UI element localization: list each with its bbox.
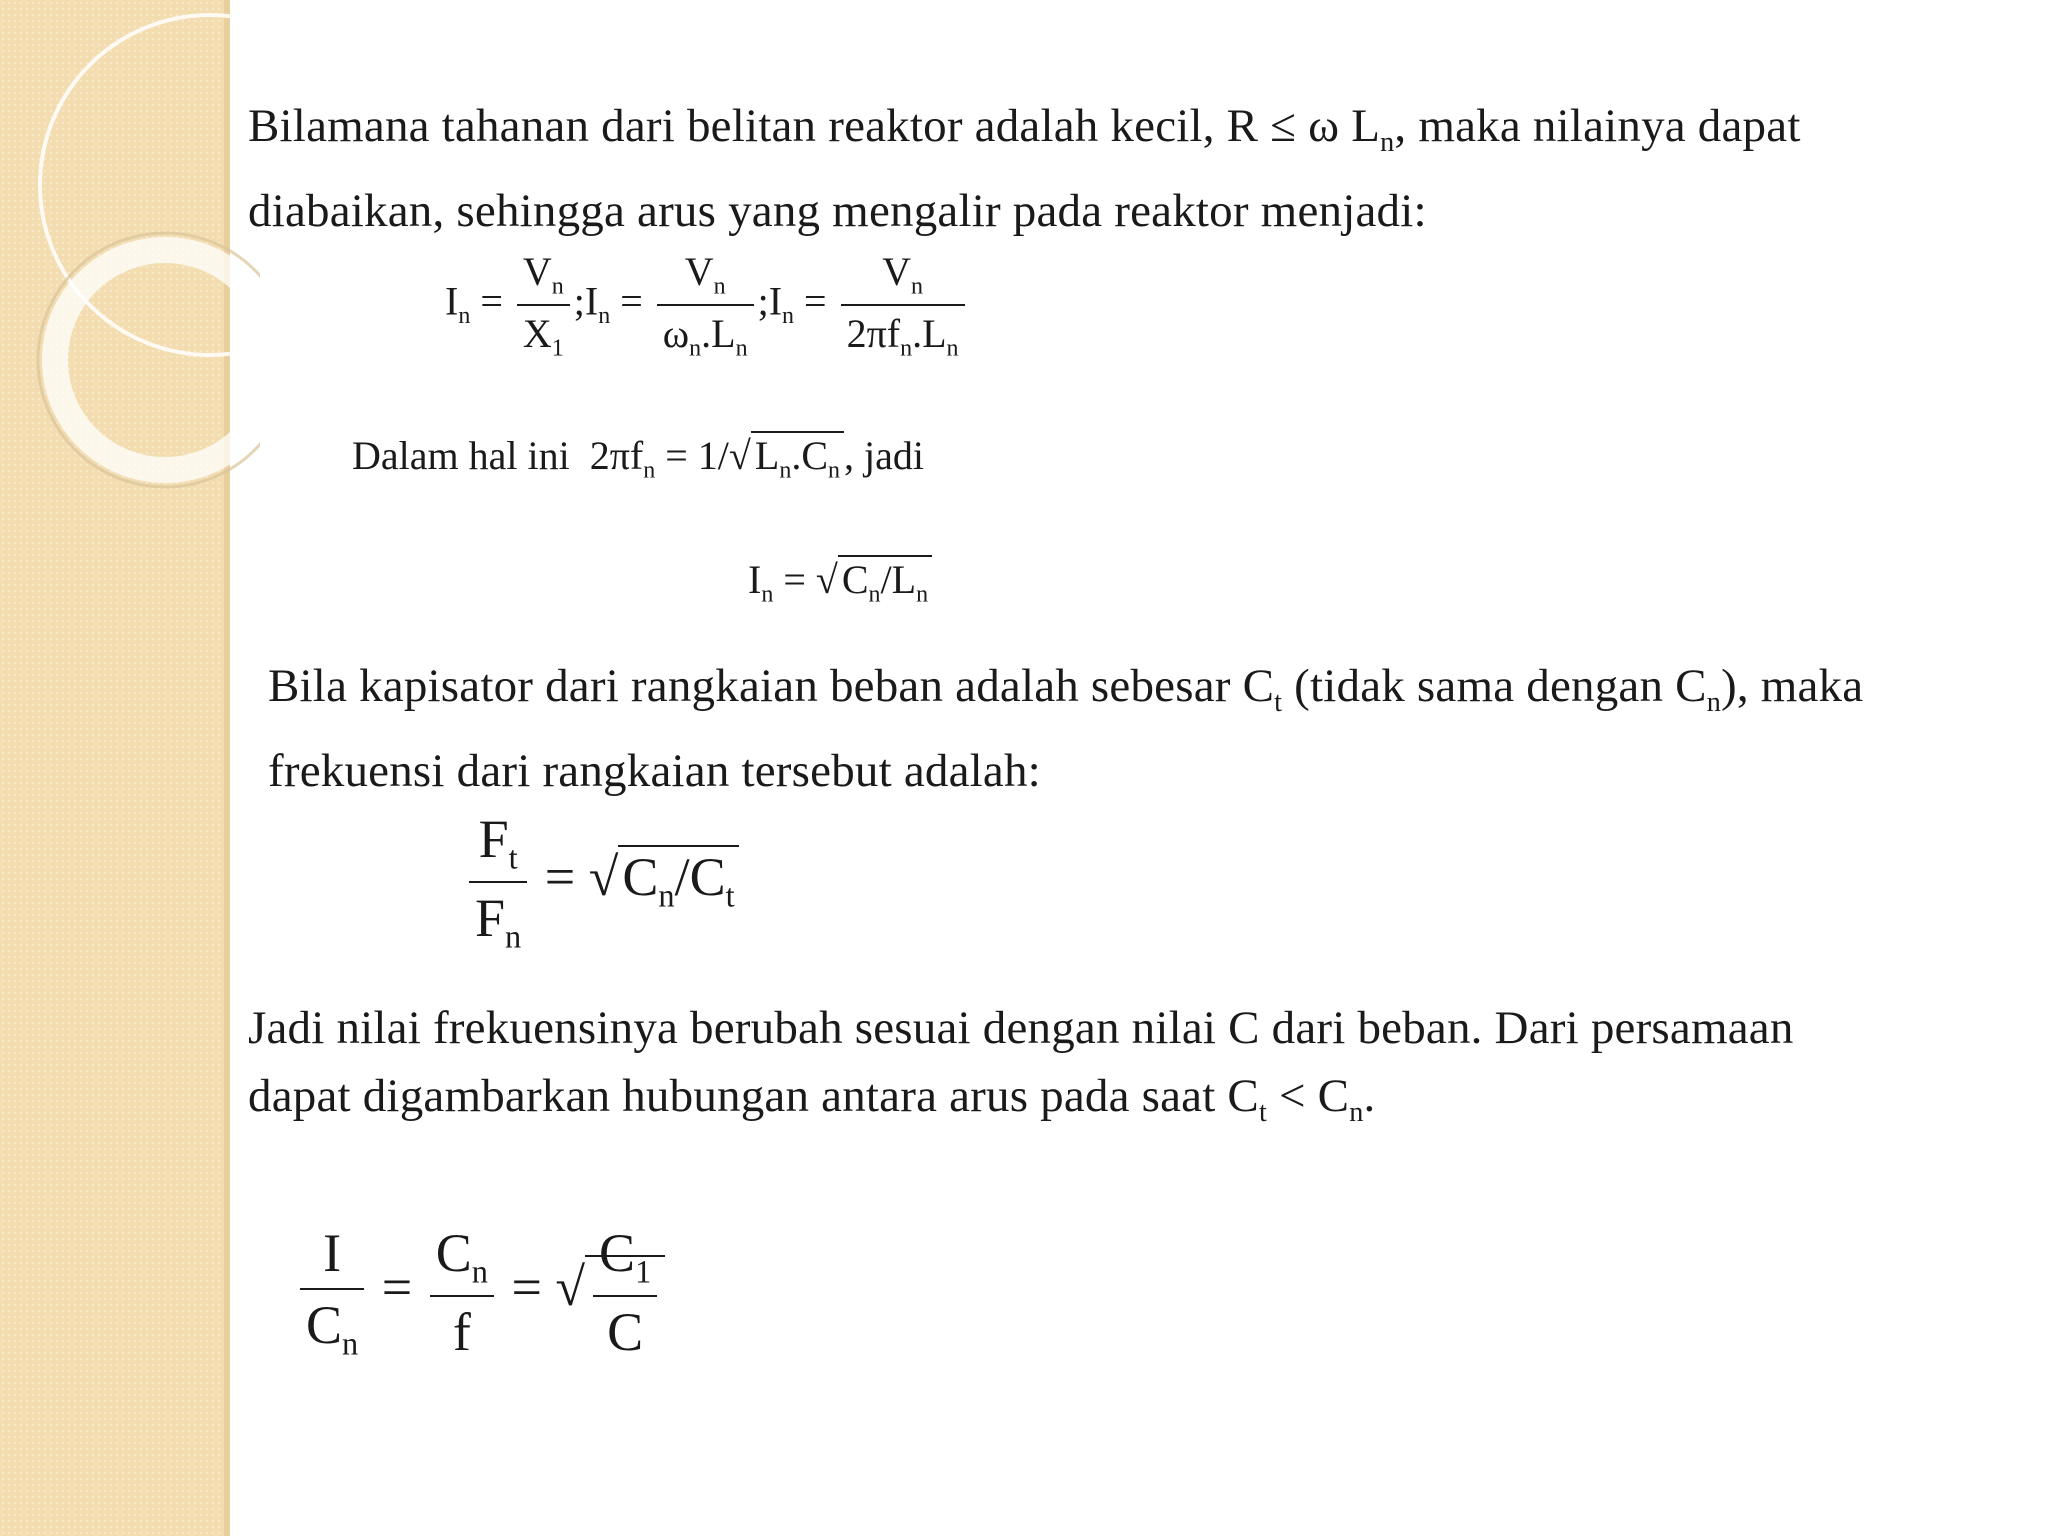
subscript: t bbox=[1258, 1096, 1268, 1128]
subscript: n bbox=[713, 273, 726, 300]
equation-resonance bbox=[352, 432, 924, 484]
slash: / bbox=[674, 846, 690, 907]
subscript: t bbox=[508, 840, 518, 877]
dot: . bbox=[701, 311, 712, 357]
symbol: C bbox=[435, 1223, 472, 1283]
text: . bbox=[1363, 1070, 1376, 1122]
subscript: n bbox=[342, 1326, 359, 1363]
equals: = bbox=[804, 278, 827, 324]
paragraph-line bbox=[248, 92, 2008, 177]
symbol: X bbox=[522, 311, 552, 357]
denominator bbox=[300, 1290, 364, 1363]
subscript: n bbox=[505, 919, 522, 956]
numerator bbox=[517, 248, 570, 306]
subscript: n bbox=[761, 581, 774, 608]
paragraph-line: diabaikan, sehingga arus yang mengalir pada reaktor menjadi: bbox=[248, 184, 1427, 237]
fraction bbox=[300, 1222, 364, 1363]
symbol: C bbox=[599, 1223, 636, 1283]
symbol: C bbox=[622, 846, 659, 907]
symbol: L bbox=[754, 433, 780, 478]
subscript: n bbox=[1380, 126, 1395, 158]
symbol: L bbox=[711, 311, 736, 357]
numerator bbox=[593, 1222, 657, 1297]
subscript: n bbox=[900, 335, 913, 362]
subscript: n bbox=[828, 457, 840, 484]
subscript: n bbox=[946, 335, 959, 362]
subscript: n bbox=[868, 581, 881, 608]
equals: = bbox=[480, 278, 503, 324]
subscript: t bbox=[1274, 686, 1283, 718]
symbol: L bbox=[891, 557, 917, 602]
denominator: C bbox=[607, 1302, 644, 1363]
equation-current-root bbox=[748, 556, 932, 608]
text: Bila kapisator dari rangkaian beban adalah sebesar C bbox=[268, 660, 1275, 712]
equals: = bbox=[783, 557, 806, 602]
subscript: 1 bbox=[635, 1254, 652, 1291]
text: (tidak sama dengan C bbox=[1282, 660, 1707, 712]
subscript: n bbox=[598, 302, 611, 329]
text: Bilamana tahanan dari belitan reaktor adalah kecil, R ≤ ω L bbox=[248, 100, 1381, 152]
text: < C bbox=[1267, 1070, 1350, 1122]
denominator bbox=[657, 306, 754, 362]
symbol: C bbox=[841, 557, 869, 602]
text: ), maka bbox=[1720, 660, 1864, 712]
equals: = bbox=[620, 278, 643, 324]
equals: = bbox=[544, 846, 576, 907]
subscript: n bbox=[1349, 1096, 1364, 1128]
equation-current bbox=[445, 248, 969, 363]
slash: / bbox=[880, 557, 892, 602]
text: , maka nilainya dapat bbox=[1394, 100, 1801, 152]
symbol: ω bbox=[662, 311, 690, 357]
thick-ring bbox=[55, 250, 260, 470]
fraction bbox=[469, 808, 527, 957]
subscript: n bbox=[1706, 686, 1721, 718]
subscript: 1 bbox=[551, 335, 564, 362]
decorative-circles bbox=[0, 0, 260, 520]
subscript: n bbox=[779, 457, 792, 484]
symbol: .C bbox=[791, 433, 828, 478]
text: Dalam hal ini bbox=[352, 433, 570, 478]
denominator bbox=[469, 883, 527, 956]
subscript: n bbox=[658, 878, 675, 915]
subscript: n bbox=[551, 273, 564, 300]
radicand bbox=[618, 845, 738, 915]
symbol: 2πf bbox=[846, 311, 901, 357]
numerator: I bbox=[300, 1222, 364, 1290]
equation-frequency-ratio bbox=[465, 808, 739, 957]
text: dapat digambarkan hubungan antara arus pada saat C bbox=[248, 1070, 1259, 1122]
paragraph-line: Jadi nilai frekuensinya berubah sesuai dengan nilai C dari beban. Dari persamaan bbox=[248, 1002, 1794, 1054]
symbol: V bbox=[882, 249, 911, 294]
denominator bbox=[841, 306, 965, 362]
subscript: n bbox=[471, 1254, 488, 1291]
symbol: I bbox=[748, 557, 762, 602]
symbol: V bbox=[522, 249, 552, 294]
symbol: F bbox=[478, 809, 509, 869]
paragraph-line bbox=[268, 652, 2028, 737]
paragraph-line bbox=[248, 1062, 2028, 1147]
equals: = bbox=[665, 433, 688, 478]
paragraph-capacitor bbox=[268, 652, 2028, 805]
subscript: n bbox=[782, 302, 795, 329]
square-root: √ $C_n/L_n$ bbox=[816, 556, 932, 608]
symbol: L bbox=[922, 311, 947, 357]
symbol: F bbox=[475, 888, 506, 949]
fraction bbox=[430, 1222, 494, 1363]
radicand bbox=[751, 431, 844, 484]
symbol: I bbox=[445, 278, 459, 324]
subscript: n bbox=[689, 335, 702, 362]
subscript: n bbox=[458, 302, 471, 329]
fraction bbox=[517, 248, 570, 363]
text: , jadi bbox=[844, 433, 924, 478]
subscript: n bbox=[643, 457, 656, 484]
separator: ; bbox=[573, 278, 585, 324]
paragraph-line: frekuensi dari rangkaian tersebut adalah: bbox=[268, 744, 1041, 797]
denominator bbox=[517, 306, 570, 362]
square-root: √ $L_n.C_n$ bbox=[729, 432, 844, 484]
numerator bbox=[657, 248, 754, 306]
paragraph-conclusion bbox=[248, 994, 2028, 1147]
equals: = bbox=[511, 1257, 542, 1318]
dot: . bbox=[912, 311, 923, 357]
symbol: 2πf bbox=[589, 433, 644, 478]
subscript: n bbox=[911, 273, 923, 300]
equals: = bbox=[381, 1257, 413, 1318]
square-root: $√C_n/C_t$ bbox=[589, 846, 739, 915]
fraction bbox=[841, 248, 965, 363]
subscript: t bbox=[725, 878, 735, 915]
radicand bbox=[585, 1223, 665, 1363]
symbol: I bbox=[584, 278, 599, 324]
symbol: V bbox=[684, 249, 714, 294]
symbol: C bbox=[306, 1295, 343, 1355]
subscript: n bbox=[735, 335, 748, 362]
numerator bbox=[841, 248, 965, 306]
separator: ; bbox=[757, 278, 769, 324]
numerator bbox=[430, 1222, 494, 1297]
symbol: I bbox=[768, 278, 783, 324]
paragraph-intro bbox=[248, 92, 2008, 245]
radicand bbox=[838, 555, 932, 608]
symbol: C bbox=[689, 846, 726, 907]
square-root: √ $\frac{C_1}{C}$ bbox=[555, 1222, 665, 1363]
equation-current-capacitance bbox=[296, 1222, 665, 1363]
fraction bbox=[657, 248, 754, 363]
numerator bbox=[469, 808, 527, 883]
subscript: n bbox=[916, 581, 929, 608]
denominator: f bbox=[452, 1302, 471, 1363]
fraction bbox=[593, 1222, 657, 1363]
symbol: 1/ bbox=[697, 433, 729, 478]
